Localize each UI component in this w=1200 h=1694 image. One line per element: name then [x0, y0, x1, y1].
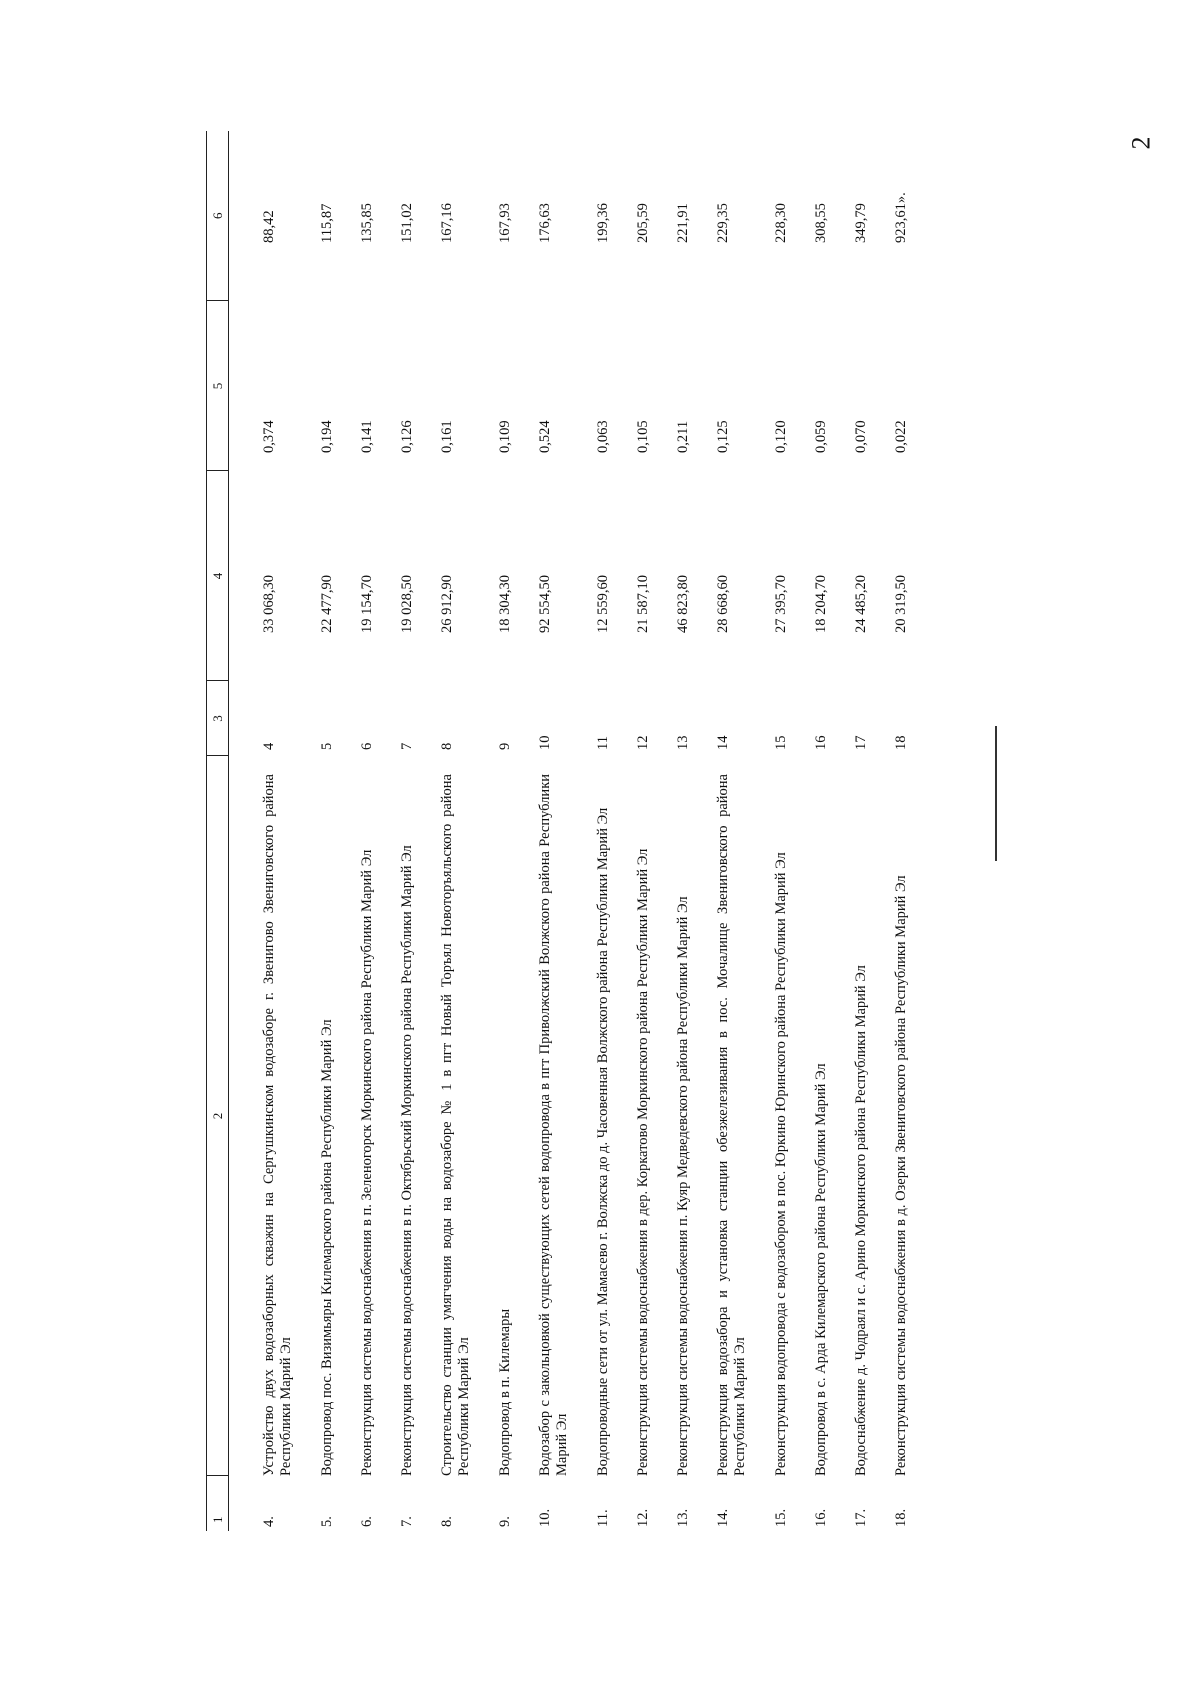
- cost-cell: 18 304,30: [497, 575, 513, 633]
- cost-cell: 19 154,70: [359, 575, 375, 633]
- column-header-1: 1: [207, 1476, 229, 1531]
- specific-cost-cell: 221,91: [675, 203, 691, 243]
- row-number: 9.: [497, 1516, 513, 1527]
- table-row: [853, 131, 893, 1531]
- cost-cell: 46 823,80: [675, 575, 691, 633]
- page-number: 2: [1126, 136, 1156, 150]
- cost-cell: 26 912,90: [439, 575, 455, 633]
- project-name: Водопроводные сети от ул. Мамасево г. Волжска до д. Часовенная Волжского района Республики Марий Эл: [595, 807, 611, 1476]
- column-header-5: 5: [207, 301, 229, 471]
- row-number: 15.: [773, 1508, 789, 1527]
- table-row: [497, 131, 537, 1531]
- capacity-cell: 0,120: [773, 420, 789, 453]
- row-number: 4.: [261, 1516, 277, 1527]
- cost-cell: 20 319,50: [893, 575, 909, 633]
- table-row: [715, 131, 773, 1531]
- code-cell: 18: [893, 735, 909, 750]
- project-name: Водозабор с закольцовкой существующих сетей водопровода в пгт Приволжский Волжского района Республики Марий Эл: [537, 774, 570, 1476]
- table-body: [229, 131, 934, 1531]
- specific-cost-cell: 167,93: [497, 203, 513, 243]
- specific-cost-cell: 205,59: [635, 203, 651, 243]
- table-row: [359, 131, 399, 1531]
- row-number: 8.: [439, 1516, 455, 1527]
- row-number: 18.: [893, 1508, 909, 1527]
- code-cell: 13: [675, 735, 691, 750]
- project-name: Реконструкция водопровода с водозабором в пос. Юркино Юринского района Республики Марий Эл: [773, 852, 789, 1476]
- column-header-4: 4: [207, 471, 229, 681]
- cost-cell: 18 204,70: [813, 575, 829, 633]
- specific-cost-cell: 176,63: [537, 203, 553, 243]
- capacity-cell: 0,194: [319, 420, 335, 453]
- table-row: [813, 131, 853, 1531]
- capacity-cell: 0,063: [595, 420, 611, 453]
- specific-cost-cell: 349,79: [853, 203, 869, 243]
- project-name: Реконструкция системы водоснабжения в п. Зеленогорск Моркинского района Республики Марий Эл: [359, 849, 375, 1476]
- capacity-cell: 0,059: [813, 420, 829, 453]
- project-name: Реконструкция системы водоснабжения в дер. Коркатово Моркинского района Республики Марий Эл: [635, 848, 651, 1476]
- capacity-cell: 0,105: [635, 420, 651, 453]
- specific-cost-cell: 308,55: [813, 203, 829, 243]
- cost-cell: 12 559,60: [595, 575, 611, 633]
- code-cell: 12: [635, 735, 651, 750]
- cost-cell: 22 477,90: [319, 575, 335, 633]
- table-row: [675, 131, 715, 1531]
- code-cell: 14: [715, 735, 731, 750]
- header-spacer: [229, 131, 262, 1531]
- capacity-cell: 0,211: [675, 420, 691, 453]
- capacity-cell: 0,524: [537, 420, 553, 453]
- row-number: 16.: [813, 1508, 829, 1527]
- row-number: 6.: [359, 1516, 375, 1527]
- project-name: Устройство двух водозаборных скважин на Сергушкинском водозаборе г. Звенигово Звениговского района Республики Марий Эл: [261, 774, 294, 1476]
- code-cell: 6: [359, 742, 375, 750]
- project-name: Водопровод пос. Визимьяры Килемарского района Республики Марий Эл: [319, 1019, 335, 1476]
- table-row: [319, 131, 359, 1531]
- project-name: Строительство станции умягчения воды на водозаборе № 1 в пгт Новый Торъял Новоторъяльского района Республики Марий Эл: [439, 774, 472, 1476]
- project-name: Реконструкция системы водоснабжения в д. Озерки Звениговского района Республики Марий Эл: [893, 875, 909, 1476]
- code-cell: 9: [497, 742, 513, 750]
- cost-cell: 24 485,20: [853, 575, 869, 633]
- column-header-2: 2: [207, 756, 229, 1476]
- capacity-cell: 0,161: [439, 420, 455, 453]
- capacity-cell: 0,070: [853, 420, 869, 453]
- table-row: [439, 131, 497, 1531]
- code-cell: 7: [399, 742, 415, 750]
- cost-cell: 19 028,50: [399, 575, 415, 633]
- row-number: 14.: [715, 1508, 731, 1527]
- project-name: Водопровод в п. Килемары: [497, 1308, 513, 1476]
- specific-cost-cell: 135,85: [359, 203, 375, 243]
- code-cell: 15: [773, 735, 789, 750]
- project-name: Водопровод в с. Арда Килемарского района Республики Марий Эл: [813, 1063, 829, 1476]
- row-number: 10.: [537, 1508, 553, 1527]
- row-number: 5.: [319, 1516, 335, 1527]
- specific-cost-cell: 167,16: [439, 203, 455, 243]
- capacity-cell: 0,125: [715, 420, 731, 453]
- code-cell: 10: [537, 735, 553, 750]
- table-row: [399, 131, 439, 1531]
- project-name: Реконструкция системы водоснабжения в п. Октябрьский Моркинского района Республики Марий Эл: [399, 845, 415, 1476]
- table-row: [893, 131, 933, 1531]
- cost-cell: 92 554,50: [537, 575, 553, 633]
- specific-cost-cell: 88,42: [261, 210, 277, 243]
- capacity-cell: 0,141: [359, 420, 375, 453]
- specific-cost-cell: 923,61».: [893, 192, 909, 243]
- project-name: Реконструкция водозабора и установка станции обезжелезивания в пос. Мочалище Звениговского района Республики Марий Эл: [715, 774, 748, 1476]
- code-cell: 11: [595, 736, 611, 750]
- specific-cost-cell: 228,30: [773, 203, 789, 243]
- code-cell: 5: [319, 742, 335, 750]
- specific-cost-cell: 115,87: [319, 203, 335, 243]
- code-cell: 8: [439, 742, 455, 750]
- table-row: [773, 131, 813, 1531]
- cost-cell: 28 668,60: [715, 575, 731, 633]
- code-cell: 4: [261, 742, 277, 750]
- table-header: [207, 131, 229, 1531]
- specific-cost-cell: 199,36: [595, 203, 611, 243]
- cost-cell: 27 395,70: [773, 575, 789, 633]
- row-number: 7.: [399, 1516, 415, 1527]
- row-number: 13.: [675, 1508, 691, 1527]
- capacity-cell: 0,374: [261, 420, 277, 453]
- row-number: 12.: [635, 1508, 651, 1527]
- capacity-cell: 0,126: [399, 420, 415, 453]
- capacity-cell: 0,109: [497, 420, 513, 453]
- code-cell: 17: [853, 735, 869, 750]
- table-row: [537, 131, 595, 1531]
- project-name: Реконструкция системы водоснабжения п. Куяр Медведевского района Республики Марий Эл: [675, 896, 691, 1476]
- projects-table: [206, 131, 933, 1531]
- table-row: [261, 131, 319, 1531]
- capacity-cell: 0,022: [893, 420, 909, 453]
- row-number: 17.: [853, 1508, 869, 1527]
- cost-cell: 21 587,10: [635, 575, 651, 633]
- row-number: 11.: [595, 1509, 611, 1527]
- table-row: [595, 131, 635, 1531]
- specific-cost-cell: 229,35: [715, 203, 731, 243]
- project-name: Водоснабжение д. Чодраял и с. Арино Моркинского района Республики Марий Эл: [853, 965, 869, 1476]
- code-cell: 16: [813, 735, 829, 750]
- table-row: [635, 131, 675, 1531]
- cost-cell: 33 068,30: [261, 575, 277, 633]
- column-header-6: 6: [207, 131, 229, 301]
- end-divider-line: [995, 726, 997, 861]
- specific-cost-cell: 151,02: [399, 203, 415, 243]
- rotated-table-container: [206, 131, 933, 1531]
- column-header-3: 3: [207, 681, 229, 756]
